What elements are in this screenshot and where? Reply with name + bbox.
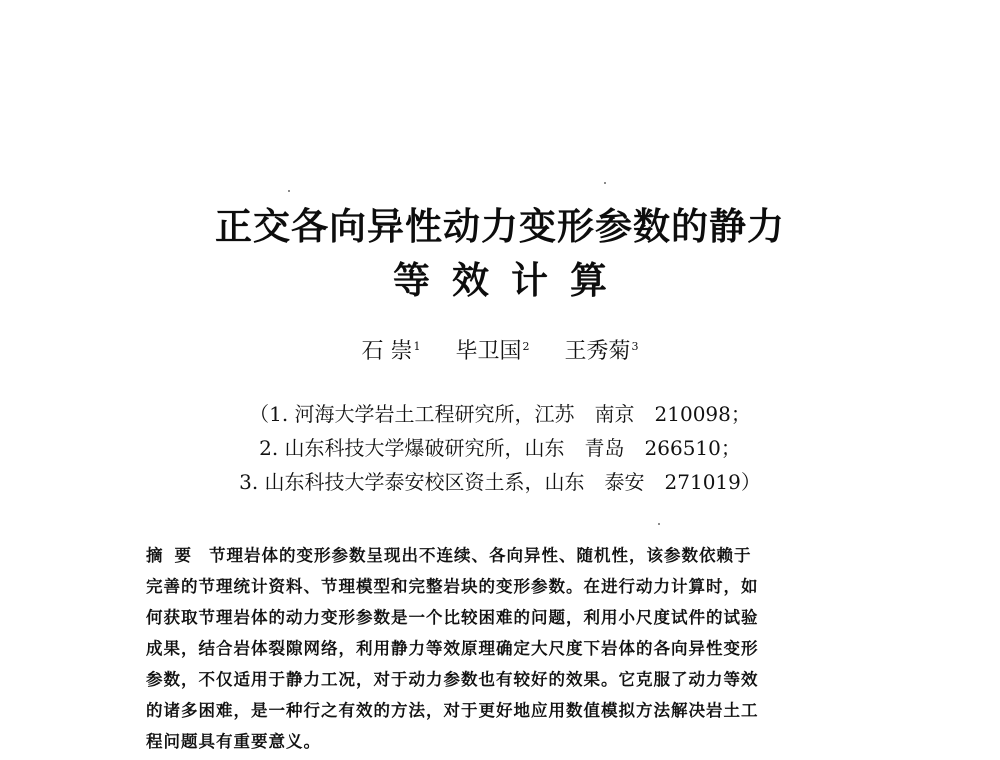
abstract — [146, 540, 866, 757]
abstract-line — [146, 540, 866, 571]
author-affiliation-mark: 2 — [522, 339, 530, 353]
author-list — [0, 334, 1000, 365]
author-name: 石 崇 — [361, 339, 413, 364]
abstract-line: 何获取节理岩体的动力变形参数是一个比较困难的问题，利用小尺度试件的试验 — [146, 608, 759, 627]
scan-speck — [288, 190, 290, 192]
abstract-line: 的诸多困难，是一种行之有效的方法，对于更好地应用数值模拟方法解决岩土工 — [146, 701, 759, 720]
affiliation-line: （1. 河海大学岩土工程研究所，江苏 南京 210098； — [249, 402, 751, 426]
author-name: 毕卫国 — [455, 339, 522, 364]
author-affiliation-mark: 1 — [413, 339, 421, 353]
abstract-line: 完善的节理统计资料、节理模型和完整岩块的变形参数。在进行动力计算时，如 — [146, 577, 759, 596]
affiliation-line: 3. 山东科技大学泰安校区资土系，山东 泰安 271019） — [239, 470, 761, 494]
affiliation-line: 2. 山东科技大学爆破研究所，山东 青岛 266510； — [259, 436, 741, 460]
author — [361, 334, 420, 365]
abstract-line: 程问题具有重要意义。 — [146, 732, 321, 751]
abstract-text: 节理岩体的变形参数呈现出不连续、各向异性、随机性，该参数依赖于 — [209, 546, 752, 565]
scan-speck — [604, 182, 606, 184]
author-affiliation-mark: 3 — [631, 339, 639, 353]
abstract-line: 成果，结合岩体裂隙网络，利用静力等效原理确定大尺度下岩体的各向异性变形 — [146, 639, 759, 658]
paper-title-line-2: 等效计算 — [393, 259, 629, 302]
abstract-label: 摘要 — [146, 546, 203, 565]
author — [565, 334, 639, 365]
abstract-line: 参数，不仅适用于静力工况，对于动力参数也有较好的效果。它克服了动力等效 — [146, 670, 759, 689]
paper-title-line-1: 正交各向异性动力变形参数的静力 — [215, 205, 785, 248]
author — [455, 334, 529, 365]
author-name: 王秀菊 — [564, 339, 631, 364]
scan-speck — [658, 523, 660, 525]
